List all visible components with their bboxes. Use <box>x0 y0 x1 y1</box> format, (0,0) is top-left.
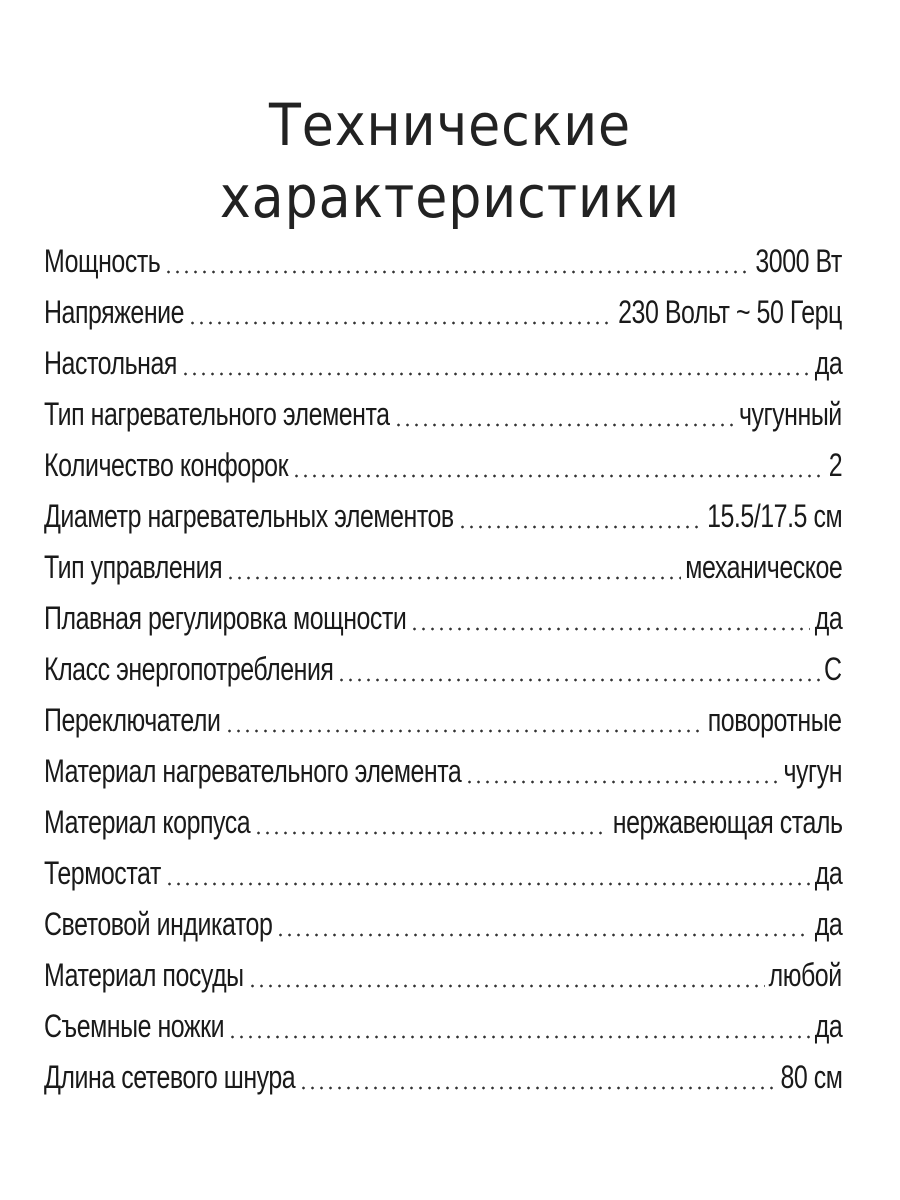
page-title-line-1: Технические <box>268 90 632 159</box>
spec-row-element-diameter <box>44 491 842 542</box>
spec-value: С <box>824 651 842 687</box>
spec-row-control-type <box>44 542 842 593</box>
spec-row-power <box>44 236 842 287</box>
spec-row-energy-class <box>44 644 842 695</box>
spec-row-body-material <box>44 797 842 848</box>
spec-value: нержавеющая сталь <box>612 804 842 840</box>
dot-leader <box>188 321 614 325</box>
spec-value: 2 <box>828 447 842 483</box>
dot-leader <box>226 576 681 580</box>
spec-value: 230 Вольт ~ 50 Герц <box>618 294 842 330</box>
spec-value: да <box>814 345 842 381</box>
dot-leader <box>165 882 811 886</box>
spec-row-cord-length <box>44 1052 842 1103</box>
page-title-line-2: характеристики <box>219 162 681 231</box>
dot-leader <box>410 627 810 631</box>
spec-row-light-indicator <box>44 899 842 950</box>
dot-leader <box>465 780 779 784</box>
spec-value: да <box>814 1008 842 1044</box>
dot-leader <box>394 423 736 427</box>
dot-leader <box>292 474 825 478</box>
dot-leader <box>181 372 811 376</box>
spec-label: Термостат <box>44 855 161 891</box>
dot-leader <box>228 1035 810 1039</box>
spec-value: 3000 Вт <box>755 243 842 279</box>
spec-label: Диаметр нагревательных элементов <box>44 498 454 534</box>
spec-value: механическое <box>684 549 842 585</box>
dot-leader <box>299 1086 776 1090</box>
spec-label: Длина сетевого шнура <box>44 1059 296 1095</box>
dot-leader <box>254 831 608 835</box>
dot-leader <box>164 270 751 274</box>
dot-leader <box>458 525 703 529</box>
dot-leader <box>276 933 810 937</box>
spec-value: 80 см <box>779 1059 842 1095</box>
spec-label: Материал посуды <box>44 957 244 993</box>
spec-row-thermostat <box>44 848 842 899</box>
spec-row-tabletop <box>44 338 842 389</box>
spec-label: Световой индикатор <box>44 906 273 942</box>
spec-label: Тип управления <box>44 549 223 585</box>
spec-row-cookware-material <box>44 950 842 1001</box>
spec-row-smooth-power-control <box>44 593 842 644</box>
spec-label: Количество конфорок <box>44 447 289 483</box>
spec-label: Плавная регулировка мощности <box>44 600 407 636</box>
spec-row-voltage <box>44 287 842 338</box>
spec-label: Настольная <box>44 345 177 381</box>
spec-label: Переключатели <box>44 702 221 738</box>
spec-value: да <box>814 600 842 636</box>
spec-label: Мощность <box>44 243 161 279</box>
spec-value: чугун <box>783 753 842 789</box>
spec-label: Напряжение <box>44 294 185 330</box>
dot-leader <box>225 729 705 733</box>
spec-value: чугунный <box>739 396 842 432</box>
spec-label: Съемные ножки <box>44 1008 225 1044</box>
spec-row-removable-legs <box>44 1001 842 1052</box>
spec-row-burner-count <box>44 440 842 491</box>
spec-row-switches <box>44 695 842 746</box>
spec-row-element-material <box>44 746 842 797</box>
page-title <box>0 89 900 233</box>
spec-value: да <box>814 906 842 942</box>
spec-label: Материал нагревательного элемента <box>44 753 462 789</box>
spec-value: поворотные <box>708 702 842 738</box>
spec-row-heating-element-type <box>44 389 842 440</box>
dot-leader <box>337 678 820 682</box>
dot-leader <box>248 984 765 988</box>
spec-label: Материал корпуса <box>44 804 251 840</box>
spec-value: любой <box>768 957 842 993</box>
spec-value: 15.5/17.5 см <box>706 498 842 534</box>
spec-list <box>44 236 842 1103</box>
spec-label: Класс энергопотребления <box>44 651 334 687</box>
spec-label: Тип нагревательного элемента <box>44 396 390 432</box>
spec-value: да <box>814 855 842 891</box>
